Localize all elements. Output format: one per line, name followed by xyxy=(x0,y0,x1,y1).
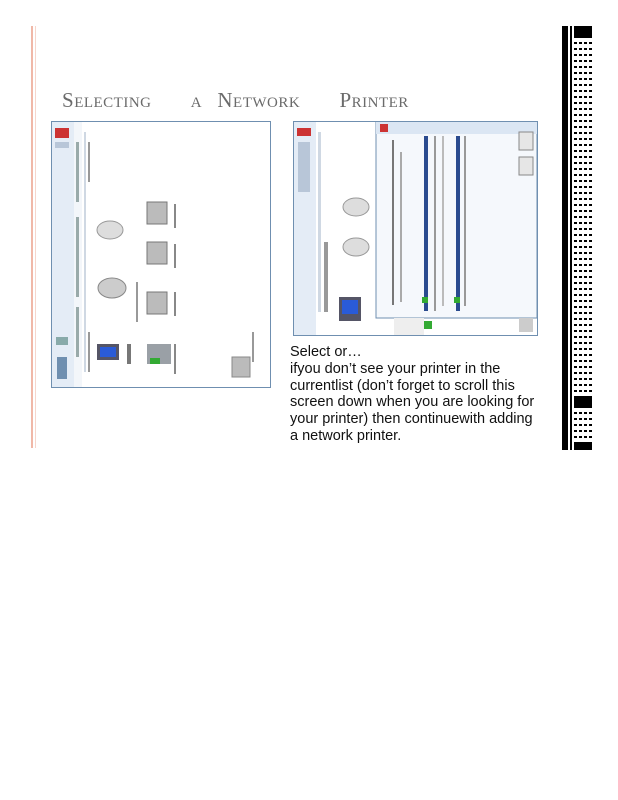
caption-line: Select or… xyxy=(290,344,362,360)
decorative-barcode-strip xyxy=(562,26,592,450)
caption-line: currentlist (don’t forget to scroll this xyxy=(290,377,515,394)
left-accent-line xyxy=(31,26,33,448)
slide-title xyxy=(62,88,443,113)
devices-printers-screenshot xyxy=(51,121,271,388)
title-word-network: NETWORK xyxy=(217,88,301,112)
devices-printers-image xyxy=(52,122,270,387)
add-printer-dialog-image xyxy=(294,122,537,335)
add-printer-dialog-screenshot xyxy=(293,121,538,336)
caption-line: screen down when you are looking for xyxy=(290,394,535,411)
caption-line: a network printer. xyxy=(290,427,402,444)
caption-line: ifyou don’t see your printer in the xyxy=(290,360,501,377)
title-word-printer: PRINTER xyxy=(339,88,409,112)
left-accent-line-inner xyxy=(35,26,36,448)
caption-text xyxy=(290,344,540,445)
title-word-selecting: SELECTING xyxy=(62,88,152,112)
title-word-a: A xyxy=(190,95,203,111)
caption-line: your printer) then continuewith adding xyxy=(290,411,533,428)
